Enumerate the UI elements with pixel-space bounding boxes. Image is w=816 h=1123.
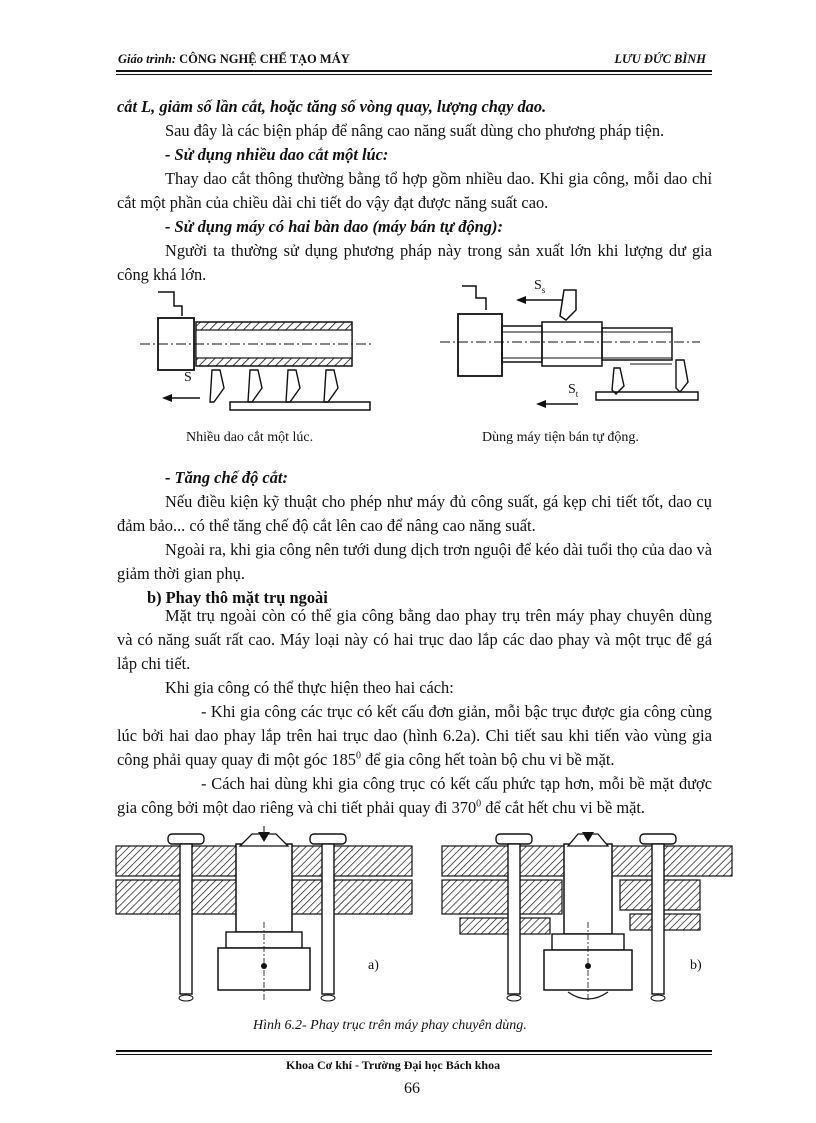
header-rule <box>116 70 712 72</box>
figure-caption: Hình 6.2- Phay trục trên máy phay chuyên dùng. <box>253 1018 527 1033</box>
figure-milling-a-diagram <box>114 826 414 1006</box>
intro-paragraph: Sau đây là các biện pháp để nâng cao năng suất dùng cho phương pháp tiện. <box>165 121 665 140</box>
figure-multi-tool-diagram <box>140 280 390 420</box>
label-feed-s: S <box>184 370 192 385</box>
header-rule-thin <box>116 74 712 75</box>
paragraph-cutting-mode: Nếu điều kiện kỹ thuật cho phép như máy đủ công suất, gá kẹp chi tiết tốt, dao cụ đảm bảo... có thể tăng chế độ cắt lên cao để nâng cao năng suất. <box>117 492 712 535</box>
paragraph-multi-tool: Thay dao cắt thông thường bằng tổ hợp gồm nhiều dao. Khi gia công, mỗi dao chỉ cắt một phần của chiều dài chi tiết do vậy đạt được năng suất cao. <box>117 169 712 212</box>
label-figure-b: b) <box>690 958 702 973</box>
paragraph-way-two: - Cách hai dùng khi gia công trục có kết cấu phức tạp hơn, mỗi bề mặt được gia công bởi một dao riêng và chi tiết phải quay đi $370^0$ để cắt hết chu vi bề mặt. <box>117 774 712 817</box>
caption-multi-tool: Nhiều dao cắt một lúc. <box>186 430 314 445</box>
page-number: 66 <box>404 1080 420 1097</box>
footer-institution: Khoa Cơ khí - Trường Đại học Bách khoa <box>286 1058 501 1072</box>
label-figure-a: a) <box>368 958 379 973</box>
paragraph-two-ways: Khi gia công có thể thực hiện theo hai cách: <box>165 678 454 697</box>
course-label: Giáo trình: <box>118 52 177 66</box>
paragraph-two-carriage: Người ta thường sử dụng phương pháp này trong sản xuất lớn khi lượng dư gia công khá lớn. <box>117 241 712 284</box>
paragraph-coolant: Ngoài ra, khi gia công nên tưới dung dịch trơn nguội để kéo dài tuổi thọ của dao và giảm thời gian phụ. <box>117 540 712 583</box>
heading-cutting-mode: - Tăng chế độ cắt: <box>165 468 288 487</box>
heading-multi-tool: - Sử dụng nhiều dao cắt một lúc: <box>165 145 389 164</box>
label-feed-st: $S_t$ <box>568 382 579 399</box>
footer-rule-thin <box>116 1054 712 1055</box>
figure-milling-b-diagram <box>440 826 736 1006</box>
label-feed-ss: $S_s$ <box>534 278 546 295</box>
footer-rule <box>116 1050 712 1052</box>
course-title: CÔNG NGHỆ CHẾ TẠO MÁY <box>179 52 350 66</box>
paragraph-milling-intro: Mặt trụ ngoài còn có thể gia công bằng dao phay trụ trên máy phay chuyên dùng và có năng suất rất cao. Máy loại này có hai trục dao lắp các dao phay và một trục để gá lắp chi tiết. <box>117 606 712 673</box>
header-course <box>118 52 350 67</box>
header-author: LƯU ĐỨC BÌNH <box>614 52 706 66</box>
heading-section-b: b) Phay thô mặt trụ ngoài <box>147 588 328 607</box>
caption-semi-automatic: Dùng máy tiện bán tự động. <box>482 430 639 445</box>
paragraph-way-one: - Khi gia công các trục có kết cấu đơn giản, mỗi bậc trục được gia công cùng lúc bởi hai dao phay lắp trên hai trục dao (hình 6.2a). Chi tiết sau khi tiến vào vùng gia công phải quay quay đi một góc $185^0$ để gia công hết toàn bộ chu vi bề mặt. <box>117 702 712 769</box>
line-continuation: cắt L, giảm số lần cắt, hoặc tăng số vòng quay, lượng chạy dao. <box>117 97 547 116</box>
heading-two-carriage: - Sử dụng máy có hai bàn dao (máy bán tự động): <box>165 217 503 236</box>
